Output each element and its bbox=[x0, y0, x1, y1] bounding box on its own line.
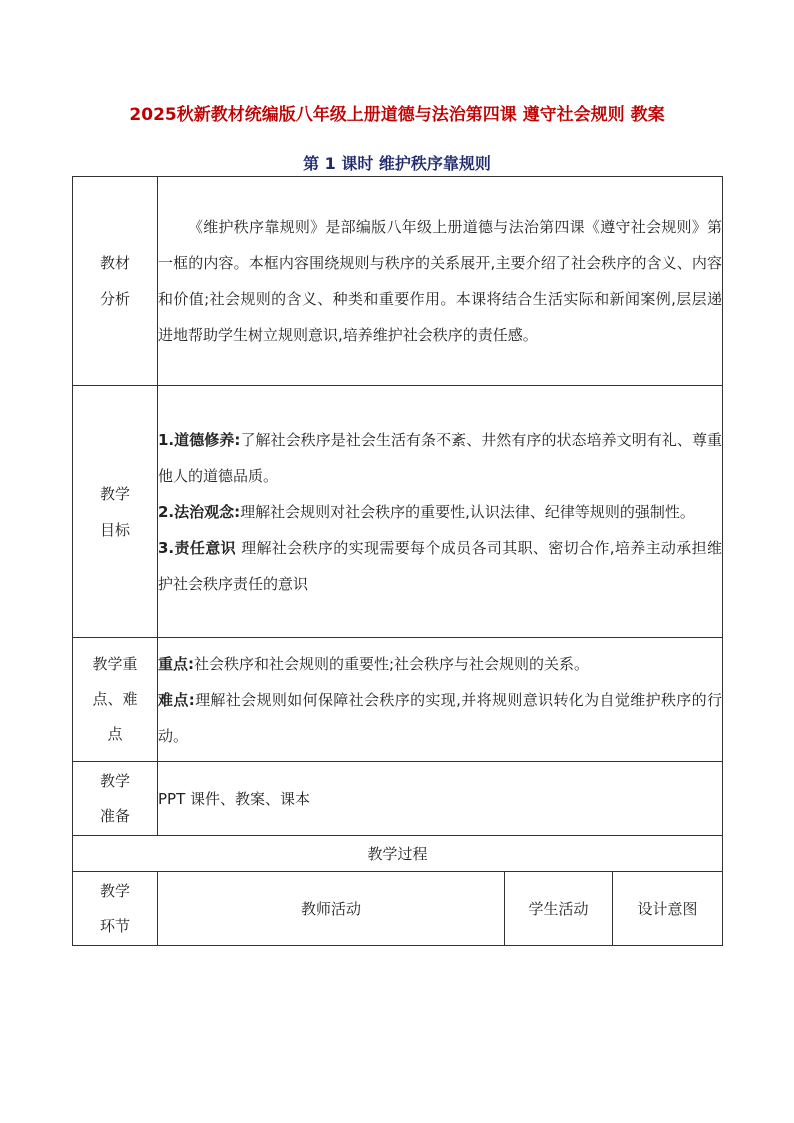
goal-text: 理解社会秩序的实现需要每个成员各司其职、密切合作,培养主动承担维护社会秩序责任的意识 bbox=[158, 538, 723, 593]
key-point-head: 重点: bbox=[158, 654, 194, 673]
label-teaching-prep bbox=[73, 762, 158, 836]
difficult-point-head: 难点: bbox=[158, 690, 195, 709]
goal-item-responsibility bbox=[158, 530, 722, 602]
label-key-difficult-points bbox=[73, 638, 158, 762]
label-line: 环节 bbox=[99, 916, 130, 935]
label-line: 分析 bbox=[99, 290, 130, 308]
goal-text: 了解社会秩序是社会生活有条不紊、井然有序的状态培养文明有礼、尊重他人的道德品质。 bbox=[158, 430, 723, 485]
label-line: 点、难 bbox=[92, 690, 138, 708]
label-line: 准备 bbox=[99, 806, 130, 825]
row-process-header bbox=[73, 836, 723, 872]
process-header: 教学过程 bbox=[73, 836, 723, 872]
row-key-difficult-points bbox=[73, 638, 723, 762]
cell-textbook-analysis bbox=[158, 177, 723, 386]
key-point bbox=[158, 646, 722, 682]
prep-text: PPT 课件、教案、课本 bbox=[158, 789, 311, 808]
label-line: 教学 bbox=[99, 484, 130, 503]
row-process-columns bbox=[73, 872, 723, 946]
row-teaching-prep bbox=[73, 762, 723, 836]
label-textbook-analysis bbox=[73, 177, 158, 386]
difficult-point bbox=[158, 682, 722, 754]
goal-item-law bbox=[158, 494, 722, 530]
goal-head: 3.责任意识 bbox=[158, 538, 236, 557]
label-line: 教学重 bbox=[92, 655, 138, 673]
analysis-text: 《维护秩序靠规则》是部编版八年级上册道德与法治第四课《遵守社会规则》第一框的内容。本框内容围绕规则与秩序的关系展开,主要介绍了社会秩序的含义、内容和价值;社会规则的含义、种类和重要作用。本课将结合生活实际和新闻案例,层层递进地帮助学生树立规则意识,培养维护社会秩序的责任感。 bbox=[158, 218, 723, 344]
key-point-text: 社会秩序和社会规则的重要性;社会秩序与社会规则的关系。 bbox=[194, 654, 590, 673]
label-line: 教材 bbox=[99, 254, 130, 272]
label-line: 教学 bbox=[99, 881, 130, 900]
goal-head: 1.道德修养: bbox=[158, 430, 241, 449]
cell-key-difficult-points bbox=[158, 638, 723, 762]
goal-text: 理解社会规则对社会秩序的重要性,认识法律、纪律等规则的强制性。 bbox=[240, 502, 695, 521]
label-line: 目标 bbox=[99, 520, 130, 539]
row-teaching-goals bbox=[73, 386, 723, 638]
goal-item-moral bbox=[158, 422, 722, 494]
difficult-point-text: 理解社会规则如何保障社会秩序的实现,并将规则意识转化为自觉维护秩序的行动。 bbox=[158, 690, 723, 745]
lesson-title: 第 1 课时 维护秩序靠规则 bbox=[303, 154, 491, 173]
label-teaching-goals bbox=[73, 386, 158, 638]
goal-head: 2.法治观念: bbox=[158, 502, 241, 521]
label-line: 点 bbox=[107, 725, 123, 743]
row-textbook-analysis bbox=[73, 177, 723, 386]
col-design-intent: 设计意图 bbox=[613, 872, 723, 946]
label-line: 教学 bbox=[99, 771, 130, 790]
cell-teaching-goals bbox=[158, 386, 723, 638]
col-teaching-stage bbox=[73, 872, 158, 946]
col-teacher-activity: 教师活动 bbox=[158, 872, 505, 946]
document-title: 2025秋新教材统编版八年级上册道德与法治第四课 遵守社会规则 教案 bbox=[129, 105, 665, 125]
col-student-activity: 学生活动 bbox=[505, 872, 613, 946]
cell-teaching-prep bbox=[158, 762, 723, 836]
lesson-plan-table bbox=[72, 176, 723, 946]
